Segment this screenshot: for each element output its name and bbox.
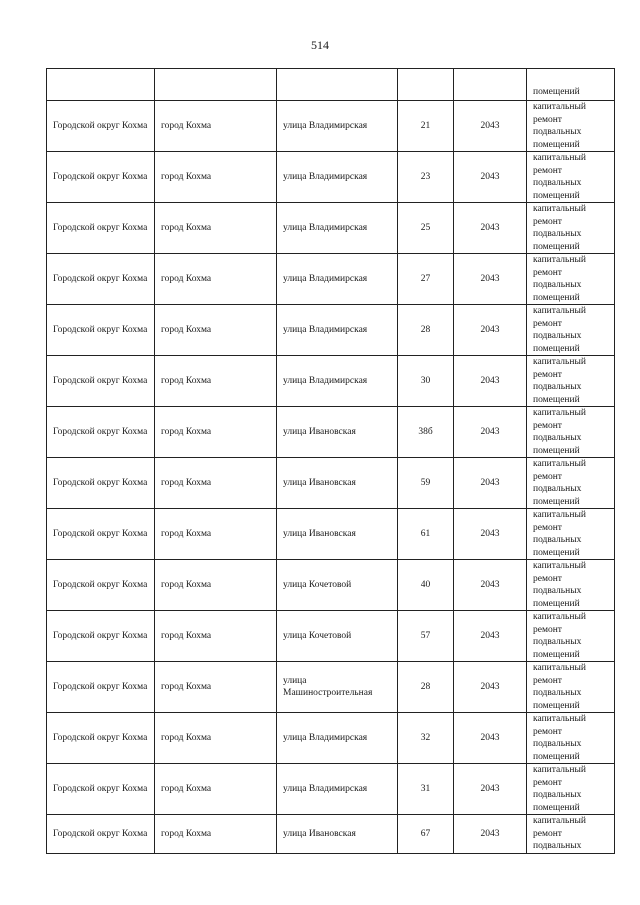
cell-city: город Кохма	[155, 101, 277, 152]
cell-okrug: Городской округ Кохма	[47, 407, 155, 458]
cell-year: 2043	[454, 101, 527, 152]
cell-year: 2043	[454, 254, 527, 305]
cell-year: 2043	[454, 458, 527, 509]
cell-house: 25	[398, 203, 454, 254]
cell-okrug	[47, 69, 155, 101]
cell-city: город Кохма	[155, 815, 277, 854]
cell-okrug: Городской округ Кохма	[47, 509, 155, 560]
cell-house: 38б	[398, 407, 454, 458]
cell-work: капитальный ремонт подвальных помещений	[527, 560, 615, 611]
cell-city: город Кохма	[155, 509, 277, 560]
cell-house: 23	[398, 152, 454, 203]
cell-okrug: Городской округ Кохма	[47, 254, 155, 305]
cell-okrug: Городской округ Кохма	[47, 611, 155, 662]
cell-city: город Кохма	[155, 407, 277, 458]
cell-year: 2043	[454, 203, 527, 254]
cell-work: капитальный ремонт подвальных помещений	[527, 407, 615, 458]
cell-house: 21	[398, 101, 454, 152]
cell-okrug: Городской округ Кохма	[47, 815, 155, 854]
cell-year: 2043	[454, 662, 527, 713]
cell-street: улица Кочетовой	[277, 611, 398, 662]
cell-street: улица Владимирская	[277, 101, 398, 152]
cell-street	[277, 69, 398, 101]
table-row	[47, 713, 615, 764]
cell-work: капитальный ремонт подвальных помещений	[527, 305, 615, 356]
cell-year: 2043	[454, 560, 527, 611]
cell-city	[155, 69, 277, 101]
cell-street: улица Машиностроительная	[277, 662, 398, 713]
cell-work: помещений	[527, 69, 615, 101]
cell-year: 2043	[454, 611, 527, 662]
cell-work: капитальный ремонт подвальных помещений	[527, 356, 615, 407]
cell-street: улица Ивановская	[277, 509, 398, 560]
table-row	[47, 611, 615, 662]
table-row	[47, 560, 615, 611]
table-row	[47, 305, 615, 356]
table-row	[47, 764, 615, 815]
cell-house: 31	[398, 764, 454, 815]
cell-house: 32	[398, 713, 454, 764]
registry-table-body	[47, 69, 615, 854]
cell-city: город Кохма	[155, 254, 277, 305]
cell-okrug: Городской округ Кохма	[47, 305, 155, 356]
page-number: 514	[311, 38, 329, 52]
cell-street: улица Ивановская	[277, 407, 398, 458]
table-row	[47, 101, 615, 152]
cell-work: капитальный ремонт подвальных помещений	[527, 203, 615, 254]
cell-city: город Кохма	[155, 152, 277, 203]
cell-okrug: Городской округ Кохма	[47, 458, 155, 509]
cell-year: 2043	[454, 305, 527, 356]
cell-street: улица Владимирская	[277, 152, 398, 203]
table-row	[47, 356, 615, 407]
table-row	[47, 152, 615, 203]
cell-work: капитальный ремонт подвальных помещений	[527, 101, 615, 152]
table-row	[47, 509, 615, 560]
cell-street: улица Владимирская	[277, 713, 398, 764]
cell-city: город Кохма	[155, 356, 277, 407]
cell-street: улица Кочетовой	[277, 560, 398, 611]
cell-year: 2043	[454, 152, 527, 203]
cell-city: город Кохма	[155, 305, 277, 356]
cell-year: 2043	[454, 764, 527, 815]
cell-okrug: Городской округ Кохма	[47, 713, 155, 764]
cell-city: город Кохма	[155, 560, 277, 611]
cell-city: город Кохма	[155, 764, 277, 815]
cell-okrug: Городской округ Кохма	[47, 101, 155, 152]
cell-work: капитальный ремонт подвальных	[527, 815, 615, 854]
cell-house: 40	[398, 560, 454, 611]
cell-city: город Кохма	[155, 611, 277, 662]
table-row	[47, 203, 615, 254]
table-row-carry-over	[47, 69, 615, 101]
cell-house	[398, 69, 454, 101]
table-row	[47, 458, 615, 509]
table-row	[47, 662, 615, 713]
cell-street: улица Владимирская	[277, 356, 398, 407]
cell-okrug: Городской округ Кохма	[47, 203, 155, 254]
cell-street: улица Владимирская	[277, 254, 398, 305]
cell-street: улица Владимирская	[277, 764, 398, 815]
cell-year: 2043	[454, 509, 527, 560]
cell-okrug: Городской округ Кохма	[47, 764, 155, 815]
cell-street: улица Ивановская	[277, 458, 398, 509]
cell-city: город Кохма	[155, 662, 277, 713]
cell-house: 61	[398, 509, 454, 560]
cell-okrug: Городской округ Кохма	[47, 356, 155, 407]
cell-work: капитальный ремонт подвальных помещений	[527, 764, 615, 815]
cell-okrug: Городской округ Кохма	[47, 662, 155, 713]
cell-work: капитальный ремонт подвальных помещений	[527, 254, 615, 305]
cell-year: 2043	[454, 815, 527, 854]
cell-house: 30	[398, 356, 454, 407]
table-row	[47, 407, 615, 458]
cell-okrug: Городской округ Кохма	[47, 560, 155, 611]
cell-work: капитальный ремонт подвальных помещений	[527, 509, 615, 560]
cell-year: 2043	[454, 407, 527, 458]
cell-year	[454, 69, 527, 101]
cell-street: улица Ивановская	[277, 815, 398, 854]
cell-house: 27	[398, 254, 454, 305]
cell-city: город Кохма	[155, 203, 277, 254]
cell-city: город Кохма	[155, 713, 277, 764]
cell-year: 2043	[454, 356, 527, 407]
cell-house: 67	[398, 815, 454, 854]
cell-house: 28	[398, 662, 454, 713]
cell-year: 2043	[454, 713, 527, 764]
cell-work: капитальный ремонт подвальных помещений	[527, 611, 615, 662]
cell-work: капитальный ремонт подвальных помещений	[527, 458, 615, 509]
cell-house: 28	[398, 305, 454, 356]
cell-okrug: Городской округ Кохма	[47, 152, 155, 203]
cell-house: 57	[398, 611, 454, 662]
registry-table	[46, 68, 615, 854]
cell-street: улица Владимирская	[277, 305, 398, 356]
cell-work: капитальный ремонт подвальных помещений	[527, 662, 615, 713]
cell-street: улица Владимирская	[277, 203, 398, 254]
table-row	[47, 815, 615, 854]
table-row	[47, 254, 615, 305]
cell-house: 59	[398, 458, 454, 509]
cell-city: город Кохма	[155, 458, 277, 509]
cell-work: капитальный ремонт подвальных помещений	[527, 713, 615, 764]
cell-work: капитальный ремонт подвальных помещений	[527, 152, 615, 203]
